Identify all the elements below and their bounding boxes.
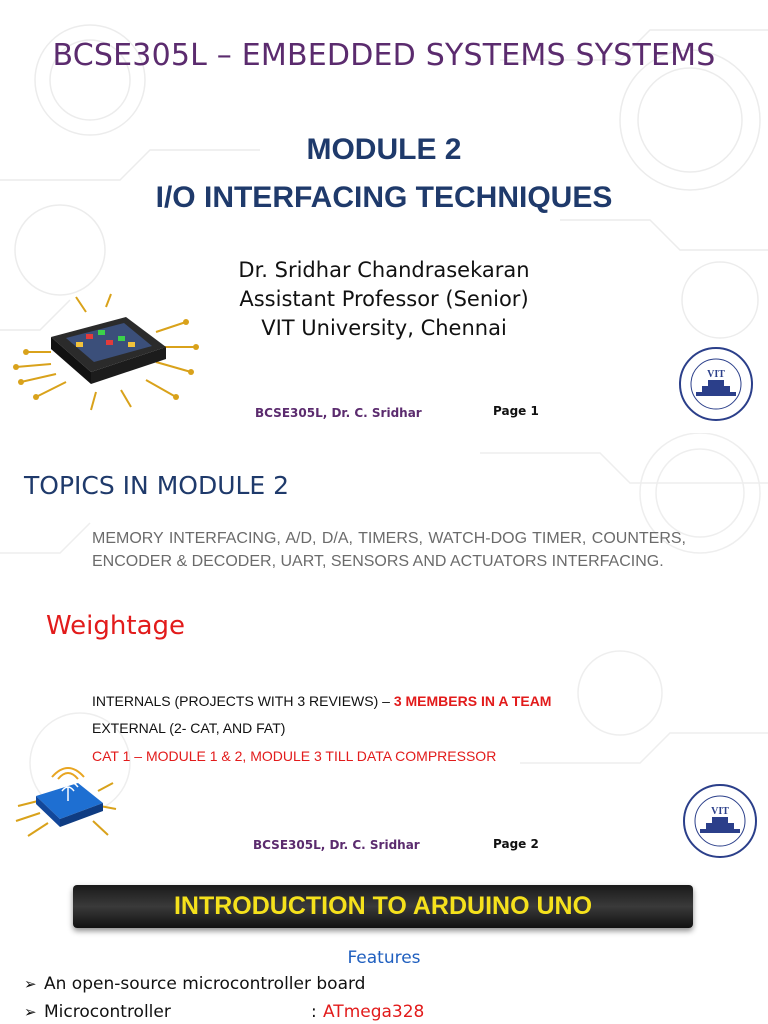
feature-bullet-1: [24, 974, 365, 994]
vit-logo-seal: [682, 783, 758, 859]
logo-text: VIT: [707, 369, 725, 380]
slide-footer: BCSE305L, Dr. C. Sridhar: [255, 406, 422, 420]
course-title: BCSE305L – EMBEDDED SYSTEMS SYSTEMS: [52, 38, 716, 73]
author-name: Dr. Sridhar Chandrasekaran: [238, 258, 530, 282]
author-title: Assistant Professor (Senior): [239, 287, 529, 311]
vit-logo-seal: [678, 346, 754, 422]
module-number: MODULE 2: [306, 133, 462, 166]
author-affiliation: VIT University, Chennai: [261, 316, 507, 340]
feature-text: An open-source microcontroller board: [44, 974, 366, 994]
external-line: EXTERNAL (2- CAT, AND FAT): [92, 720, 286, 736]
module-title: [0, 126, 768, 222]
internals-highlight: 3 MEMBERS IN A TEAM: [393, 693, 552, 709]
topics-list: MEMORY INTERFACING, A/D, D/A, TIMERS, WATCH-DOG TIMER, COUNTERS, ENCODER & DECODER, UART, SENSORS AND ACTUATORS INTERFACING.: [92, 530, 686, 570]
page-number: Page 1: [493, 404, 539, 418]
feature-separator: :: [311, 1002, 317, 1022]
feature-value: ATmega328: [323, 1002, 425, 1022]
weightage-heading: Weightage: [46, 611, 186, 641]
slide-2: [0, 433, 768, 868]
module-topic: I/O INTERFACING TECHNIQUES: [155, 181, 613, 214]
logo-text: VIT: [711, 806, 729, 817]
section-banner: INTRODUCTION TO ARDUINO UNO: [73, 885, 693, 928]
arrow-bullet-icon: ➢: [24, 975, 37, 993]
slide-footer: BCSE305L, Dr. C. Sridhar: [253, 838, 420, 852]
feature-label: Microcontroller: [44, 1002, 171, 1022]
internals-line: [92, 693, 551, 709]
internals-text: INTERNALS (PROJECTS WITH 3 REVIEWS) –: [92, 693, 394, 709]
feature-bullet-2: [24, 1002, 768, 1022]
wireless-chip-illustration: [8, 751, 118, 841]
arrow-bullet-icon: ➢: [24, 1003, 37, 1021]
microchip-illustration: [6, 292, 206, 412]
slide-1: [0, 0, 768, 433]
slide-3: [0, 868, 768, 1024]
cat-line: CAT 1 – MODULE 1 & 2, MODULE 3 TILL DATA COMPRESSOR: [92, 748, 497, 764]
page-number: Page 2: [493, 837, 539, 851]
topics-heading: TOPICS IN MODULE 2: [24, 471, 290, 500]
features-heading: Features: [347, 948, 421, 968]
